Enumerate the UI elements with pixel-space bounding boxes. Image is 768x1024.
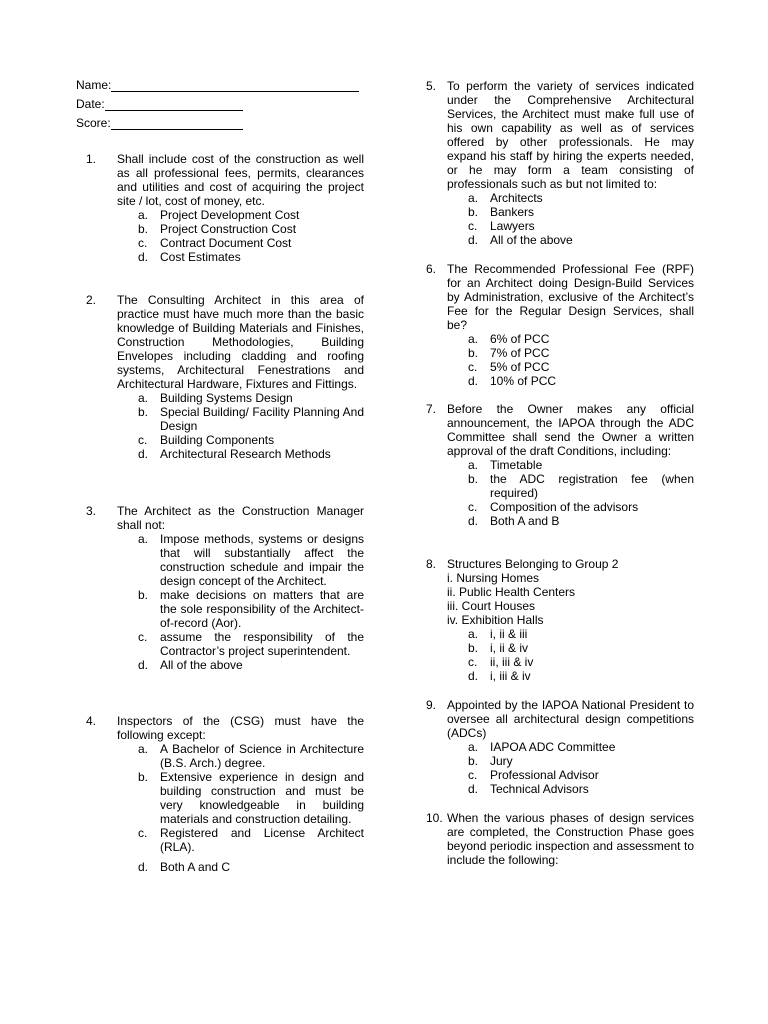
score-field <box>76 116 243 130</box>
question-number: 4. <box>85 714 96 728</box>
question-number: 9. <box>426 698 437 712</box>
option-d[interactable]: d. Both A and B <box>468 514 560 528</box>
date-label: Date: <box>76 97 105 111</box>
option-a[interactable]: a. Project Development Cost <box>138 208 300 222</box>
option-d[interactable]: d. All of the above <box>468 233 573 247</box>
question-number: 3. <box>85 504 96 518</box>
options-list <box>426 191 694 247</box>
question-stem: When the various phases of design services are completed, the Construction Phase goes beyond periodic inspection and assessment to include the following: <box>447 811 694 867</box>
question-number: 5. <box>426 79 437 93</box>
question-1 <box>76 152 364 264</box>
question-10 <box>426 811 694 867</box>
question-stem: Inspectors of the (CSG) must have the following except: <box>117 714 364 742</box>
options-list <box>76 391 364 461</box>
option-c[interactable]: c. ii, iii & iv <box>468 655 534 669</box>
options-list <box>76 742 364 874</box>
score-blank-line[interactable] <box>111 117 243 130</box>
question-3 <box>76 504 364 672</box>
option-d[interactable]: d. 10% of PCC <box>468 374 557 388</box>
name-field <box>76 78 359 92</box>
option-a[interactable]: a. Timetable <box>468 458 543 472</box>
option-c[interactable]: c. Composition of the advisors <box>468 500 639 514</box>
question-2 <box>76 293 364 461</box>
question-4 <box>76 714 364 874</box>
option-a[interactable]: a. A Bachelor of Science in Architecture (B.S. Arch.) degree. <box>138 742 364 770</box>
option-c[interactable]: c. Professional Advisor <box>468 768 599 782</box>
option-b[interactable]: b. i, ii & iv <box>468 641 529 655</box>
option-a[interactable]: a. i, ii & iii <box>468 627 528 641</box>
option-d[interactable]: d. i, iii & iv <box>468 669 531 683</box>
question-stem: The Consulting Architect in this area of practice must have much more than the basic knowledge of Building Materials and Finishes, Construction Methodologies, Building Envelopes including cladding and roofing systems, Architectural Fenestrations and Architectural Hardware, Fixtures and Fittings. <box>117 293 364 391</box>
option-b[interactable]: b. Bankers <box>468 205 535 219</box>
options-list <box>426 740 694 796</box>
question-number: 8. <box>426 557 437 571</box>
option-b[interactable]: b. the ADC registration fee (when required) <box>468 472 694 500</box>
options-list <box>76 532 364 672</box>
option-c[interactable]: c. Contract Document Cost <box>138 236 292 250</box>
score-label: Score: <box>76 116 111 130</box>
options-list <box>76 208 364 264</box>
option-a[interactable]: a. IAPOA ADC Committee <box>468 740 616 754</box>
question-stem: Shall include cost of the construction as well as all professional fees, permits, clearances and utilities and cost of acquiring the project site / lot, cost of money, etc. <box>117 152 364 208</box>
question-stem: Before the Owner makes any official announcement, the IAPOA through the ADC Committee shall send the Owner a written approval of the draft Conditions, including: <box>447 402 694 458</box>
roman-list-item: ii. Public Health Centers <box>447 585 576 599</box>
option-d[interactable]: d. Cost Estimates <box>138 250 241 264</box>
option-a[interactable]: a. Building Systems Design <box>138 391 293 405</box>
name-blank-line[interactable] <box>111 79 359 92</box>
option-b[interactable]: b. Extensive experience in design and building construction and must be very knowledgeable in building materials and construction detailing. <box>138 770 364 826</box>
question-number: 2. <box>85 293 96 307</box>
option-b[interactable]: b. 7% of PCC <box>468 346 550 360</box>
roman-list-item: iv. Exhibition Halls <box>447 613 544 627</box>
question-8 <box>426 557 694 683</box>
question-stem: To perform the variety of services indicated under the Comprehensive Architectural Services, the Architect must make full use of his own capability as well as of services offered by other professionals. He may expand his staff by hiring the experts needed, or he may form a team consisting of professionals such as but not limited to: <box>447 79 694 191</box>
question-stem: The Recommended Professional Fee (RPF) for an Architect doing Design-Build Services by Administration, exclusive of the Architect’s Fee for the Regular Design Services, shall be? <box>447 262 694 332</box>
date-blank-line[interactable] <box>105 98 243 111</box>
option-c[interactable]: c. 5% of PCC <box>468 360 550 374</box>
option-a[interactable]: a. Architects <box>468 191 543 205</box>
date-field <box>76 97 243 111</box>
option-c[interactable]: c. Building Components <box>138 433 275 447</box>
option-b[interactable]: b. Special Building/ Facility Planning And Design <box>138 405 364 433</box>
option-d[interactable]: d. Both A and C <box>138 860 231 874</box>
options-list <box>426 458 694 528</box>
option-b[interactable]: b. make decisions on matters that are the sole responsibility of the Architect-of-record (Aor). <box>138 588 364 630</box>
option-d[interactable]: d. Technical Advisors <box>468 782 589 796</box>
option-d[interactable]: d. Architectural Research Methods <box>138 447 331 461</box>
question-number: 1. <box>85 152 96 166</box>
option-c[interactable]: c. assume the responsibility of the Contractor’s project superintendent. <box>138 630 364 658</box>
roman-list-item: i. Nursing Homes <box>447 571 540 585</box>
question-stem: The Architect as the Construction Manager shall not: <box>117 504 364 532</box>
question-5 <box>426 79 694 247</box>
question-number: 7. <box>426 402 437 416</box>
question-number: 6. <box>426 262 437 276</box>
option-c[interactable]: c. Lawyers <box>468 219 535 233</box>
question-7 <box>426 402 694 528</box>
question-9 <box>426 698 694 796</box>
roman-list-item: iii. Court Houses <box>447 599 536 613</box>
name-label: Name: <box>76 78 112 92</box>
option-a[interactable]: a. 6% of PCC <box>468 332 550 346</box>
question-stem: Appointed by the IAPOA National President to oversee all architectural design competitions (ADCs) <box>447 698 694 740</box>
option-b[interactable]: b. Jury <box>468 754 513 768</box>
options-list <box>426 627 694 683</box>
question-6 <box>426 262 694 388</box>
option-d[interactable]: d. All of the above <box>138 658 243 672</box>
options-list <box>426 332 694 388</box>
question-stem: Structures Belonging to Group 2 <box>447 557 619 571</box>
option-c[interactable]: c. Registered and License Architect (RLA). <box>138 826 364 854</box>
question-number: 10. <box>426 811 443 825</box>
option-b[interactable]: b. Project Construction Cost <box>138 222 297 236</box>
option-a[interactable]: a. Impose methods, systems or designs that will substantially affect the construction schedule and impair the design concept of the Architect. <box>138 532 364 588</box>
